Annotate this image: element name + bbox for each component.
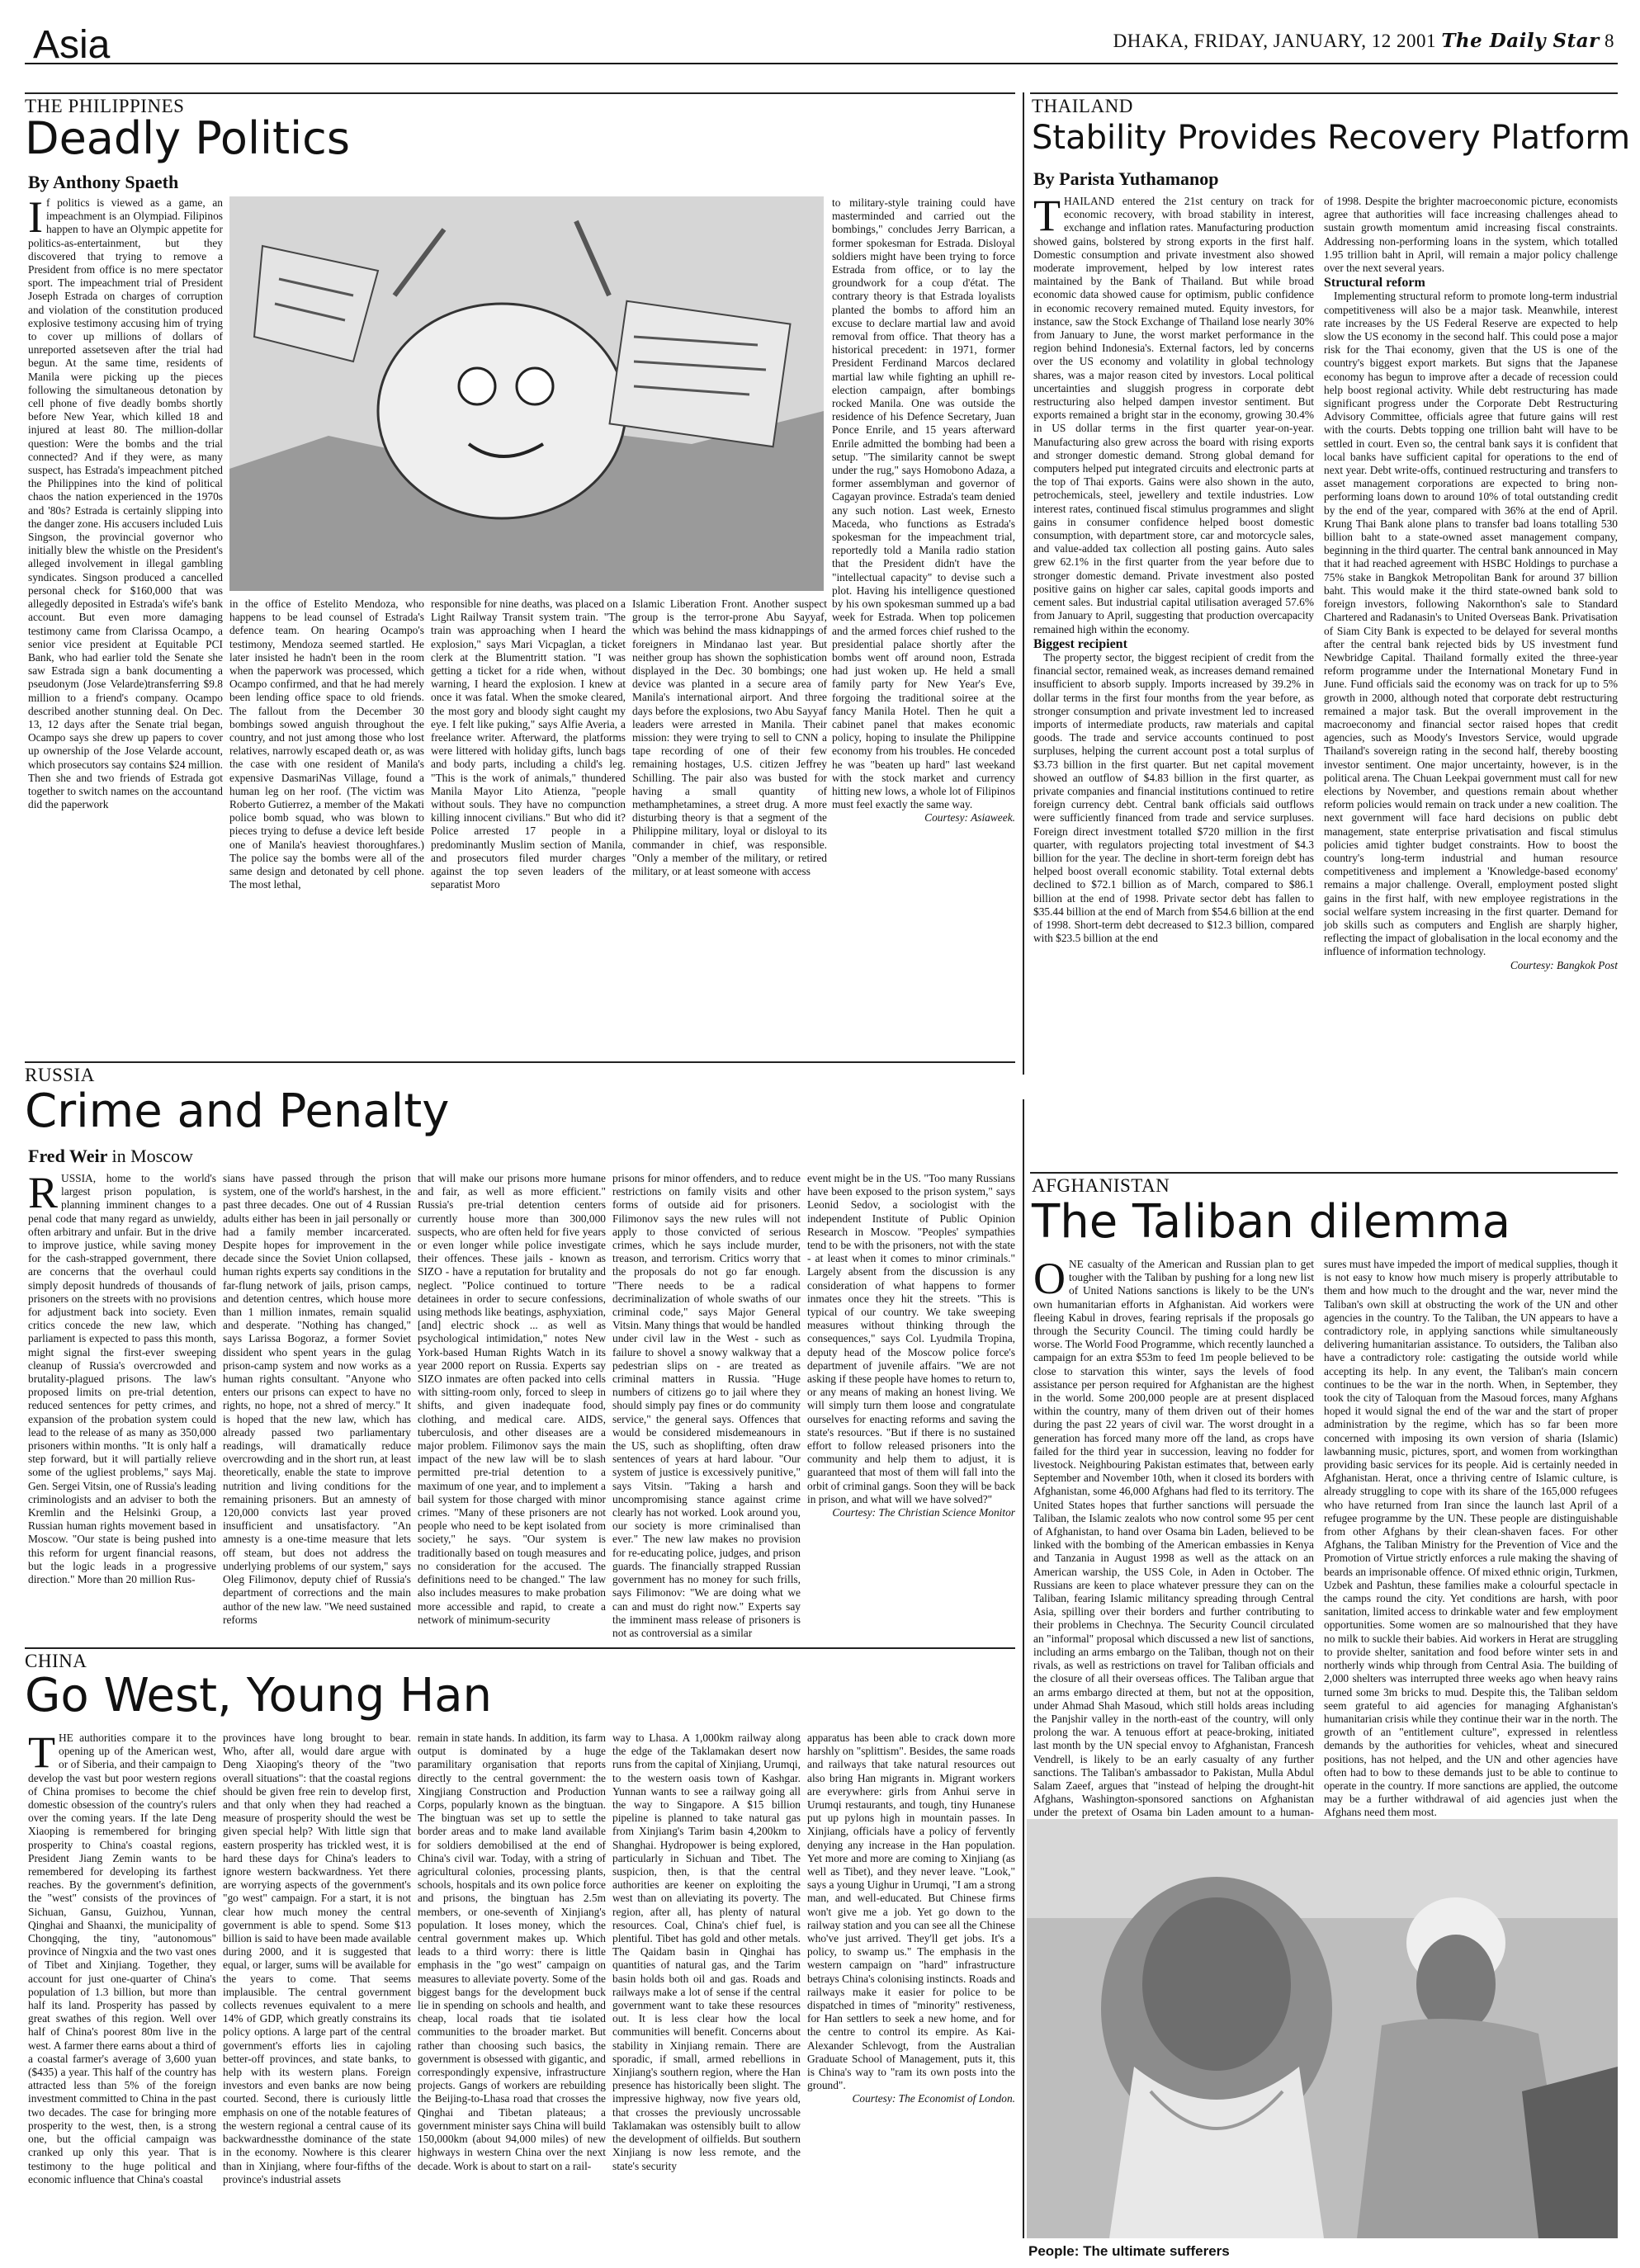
byline-russia-author: Fred Weir — [28, 1146, 107, 1166]
russia-column-4: prisons for minor offenders, and to reduce restrictions on family visits and other forms of outside aid for prisoners. Filimonov says the new rules will not apply to those convicted of serious crimes, which he says include murder, treason, and terrorism. Critics worry that the proposals do not go far enough. "There needs to be a radical decriminalization of whole swaths of our criminal code," says Major General Vitsin. Many things that would be handled under civil law in the West - such as failure to shovel a snowy walkway that a pedestrian slips on - are treated as criminal matters in Russia. "Huge numbers of citizens go to jail where they should simply pay fines or do community service," the general says. Offences that would be considered misdemeanours in the US, such as shoplifting, often draw sentences of years at hard labour. "Our system of justice is excessively punitive," says Vitsin. "Taking a harsh and uncompromising stance against crime clearly has not worked. Look around you, our society is more criminalised than ever." The new law makes no provision for re-educating police, judges, and prison guards. The financially strapped Russian government has no money for such frills, says Filimonov: "We are doing what we can and must do right now." Experts say the imminent mass release of prisoners is not as controversial as a similar — [612, 1172, 801, 1639]
dropcap-o: O — [1033, 1254, 1066, 1303]
china-column-2: provinces have long brought to bear. Who, after all, would dare argue with Deng Xiaoping's theory of the "two overall situations": that the coastal regions should be given free rein to develop first, and that only when they had reached a measure of prosperity should the west be given special help? With little sign that eastern prosperity has trickled west, it is hard these days for China's leaders to ignore western backwardness. Yet there are worrying aspects of the government's "go west" campaign. For a start, it is not clear how much money the central government is able to spend. Some $13 billion is said to have been made available during 2000, and it is suggested that equal, or larger, sums will be available for the years to come. That seems implausible. The central government collects revenues equivalent to a mere 14% of GDP, which greatly constrains its policy options. A large part of the central government's efforts lies in cajoling better-off provinces, and state banks, to help with its western plans. Foreign investors and even banks are now being courted. Second, there is curiously little emphasis on one of the notable features of the western regional a central cause of its backwardnessthe dominance of the state in the economy. Nowhere is this clearer than in Xinjiang, where four-fifths of the province's industrial assets — [223, 1732, 411, 2185]
kicker-philippines: THE PHILIPPINES — [25, 96, 185, 116]
kicker-russia: RUSSIA — [25, 1065, 95, 1085]
subhead-structural-reform: Structural reform — [1324, 276, 1425, 291]
byline-russia-place: in Moscow — [111, 1146, 193, 1166]
china-column-3: remain in state hands. In addition, its farm output is dominated by a huge paramilitary organisation that reports directly to the central government: the Xingjiang Construction and Production Corps, popularly known as the bingtuan. The bingtuan was set up to settle the border areas and to make land available for soldiers demobilised at the end of China's civil war. Today, with a string of agricultural colonies, processing plants, schools, hospitals and its own police force and prisons, the bingtuan has 2.5m members, or one-seventh of Xinjiang's population. It loses money, which the central government makes up. Which leads to a third worry: there is little emphasis in the "go west" campaign on measures to alleviate poverty. Some of the biggest bangs for the development buck lie in spending on schools and health, and cheap, local roads that tie isolated communities to the broader market. But rather than choosing such basics, the government is obsessed with gigantic, and correspondingly expensive, infrastructure projects. Gangs of workers are rebuilding the Beijing-to-Lhasa road that crosses the Qinghai and Tibetan plateaus; a government minister says China will build 150,000km (about 94,000 miles) of new highways in western China over the next decade. Work is about to start on a rail- — [418, 1732, 606, 2172]
section-rule — [25, 1647, 1015, 1649]
philippines-column-5: to military-style training could have masterminded and carried out the bombings," concludes Jerry Barrican, a former spokesman for Estrada. Disloyal soldiers might have been trying to force Estrada from office, or to lay the groundwork for a coup d'état. The contrary theory is that Estrada loyalists planted the bombs to afford him an excuse to declare martial law and avoid removal from office. That theory has a historical precedent: in 1971, former President Ferdinand Marcos declared martial law while fighting an uphill re-election campaign, after bombings rocked Manila. One was outside the residence of his Defence Secretary, Juan Ponce Enrile, and 15 years afterward Enrile admitted the bombing had been a setup. "The similarity cannot be swept under the rug," says Homobono Adaza, a former assemblyman and governor of Cagayan province. Estrada's team denied any such notion. Last week, Ernesto Maceda, who functions as Estrada's spokesman for the impeachment trial, reportedly told a Manila radio station that the President didn't have the "intellectual capacity" to devise such a plot. Having his intelligence questioned by his own spokesman summed up a bad week for Estrada. When top policemen and the armed forces chief rushed to the presidential palace shortly after the bombs went off around noon, Estrada had just woken up. He held a small family party for New Year's Eve, forgoing the traditional soiree at the fancy Manila Hotel. Then he quit a cabinet panel that makes economic policy, hoping to insulate the Philippine economy from his troubles. He conceded he was "beaten up hard" last weekand with the stock market and currency hitting new lows, a whole lot of Filipinos must feel exactly the same way. Courtesy: Asiaweek. — [832, 196, 1015, 825]
russia-column-3: that will make our prisons more humane and fair, as well as more efficient." Russia's pre-trial detention centers currently house more than 300,000 suspects, who are often held for five years or even longer while police investigate their offences. These jails - known as SIZO - have a reputation for brutality and neglect. "Police continued to torture detainees in order to secure confessions, using methods like beatings, asphyxiation, [and] electric shock ... as well as psychological intimidation," notes New York-based Human Rights Watch in its year 2000 report on Russia. Experts say SIZO inmates are often packed into cells with sitting-room only, forced to sleep in shifts, and given inadequate food, clothing, and medical care. AIDS, tuberculosis, and other diseases are a major problem. Filimonov says the main impact of the new law will be to slash permitted pre-trial detention to a maximum of one year, and to implement a bail system for those charged with minor crimes. "Many of these prisoners are not people who need to be kept isolated from society," he says. "Our system is traditionally based on tough measures and no consideration for the accused. The definitions need to be changed." The law also includes measures to make probation more accessible and rapid, to create a network of minimum-security — [418, 1172, 606, 1626]
china-column-5: apparatus has been able to crack down more harshly on "splittism". Besides, the same roads and railways that take natural resources out also bring Han migrants in. Migrant workers are everywhere: girls from Anhui serve in Urumqi restaurants, and tough, tiny Hunanese put up pylons high in mountain passes. In Xinjiang, officials have a policy of fervently denying any increase in the Han population. Yet more and more are coming to Xinjiang (as well as Tibet), and they never leave. "Look," says a young Uighur in Urumqi, "I am a strong man, and well-educated. But Chinese firms won't give me a job. Yet go down to the railway station and you can see all the Chinese who've just arrived. They'll get jobs. It's a policy, to swamp us." The emphasis in the western campaign on "hard" infrastructure betrays China's colonising instincts. Roads and railways make it easier for police to be dispatched in times of "minority" restiveness, for Han settlers to seek a new home, and for the centre to control its empire. As Kai-Alexander Schlevogt, from the Australian Graduate School of Management, puts it, this is China's way to "ram its own posts into the ground". Courtesy: The Economist of London. — [807, 1732, 1015, 2105]
section-rule — [25, 92, 1015, 94]
masthead-dateline — [1113, 30, 1614, 52]
page-masthead — [25, 23, 1618, 67]
newspaper-logo: The Daily Star — [1441, 30, 1600, 52]
section-rule — [1030, 92, 1618, 94]
thailand-column-2: of 1998. Despite the brighter macroeconomic picture, economists agree that authorities will face increasing challenges ahead to sustain growth momentum amid increasing fiscal constraints. Addressing non-performing loans in the system, which totalled 1.95 trillion baht in April, will remain a major policy challenge over the next several years. Structural reform Implementing structural reform to promote long-term industrial competitiveness will also be a major task. Meanwhile, interest rate increases by the US Federal Reserve are expected to help slow the US economy in the second half. This could pose a major risk for the Thai economy, given that the US is one of the country's biggest export markets. But signs that the Japanese economy has begun to improve after a decade of recession could help boost regional activity. While debt restructuring has made significant progress under the Corporate Debt Restructuring Advisory Committee, officials agree that future gains will rest with the courts. Debts topping one trillion baht will have to be settled in court. Even so, the central bank says it is confident that local banks have sufficient capital for operations to the end of next year. Debt write-offs, continued restructuring and transfers to asset management corporations are expected to bring non-performing loans down to around 10% of total outstanding credit by the end of the year, compared with 36% at the end of April. Krung Thai Bank alone plans to transfer bad loans totalling 530 billion baht to a state-owned asset management company, beginning in the third quarter. The central bank announced in May that it had reached agreement with HSBC Holdings to purchase a 75% stake in Bangkok Metropolitan Bank for around 37 billion baht. This would make it the third state-owned bank sold to foreign investors, following Nakornthon's sale to Standard Chartered and Radanasin's to United Overseas Bank. Privatisation of Siam City Bank is expected to be delayed for several months after the central bank rejected bids by US investment fund Newbridge Capital. Thailand formally exited the three-year reform programme under the International Monetary Fund in June. Fund officials said the economy was on track for up to 5% growth in 2000, although noted that corporate debt restructuring remained a major task. But the overall improvement in the macroeconomy and financial sector raised hopes that credit agencies, such as Moody's Investors Service, would upgrade Thailand's sovereign rating in the second half, thereby boosting investor sentiment. One major uncertainty, however, is in the political arena. The Chuan Leekpai government must call for new elections by November, and questions remain about whether reform policies would remain on track under a new coalition. The next government will face hard decisions on public debt management, state enterprise privatisation and fiscal stimulus policies amid tighter budget constraints. How to boost the country's long-term industrial and human resource competitiveness and implement a 'Knowledge-based economy' remains a major challenge. Overall, employment posted slight gains in the first half, with new employee registrations in the social welfare system increasing in the first quarter. Demand for job skills such as computers and English are sharply higher, reflecting the impact of globalisation in the local economy and the influence of information technology. Courtesy: Bangkok Post — [1324, 195, 1618, 971]
page-number: 8 — [1605, 31, 1614, 51]
credit-philippines: Courtesy: Asiaweek. — [924, 811, 1015, 825]
section-title: Asia — [33, 23, 111, 67]
refugees-photo-illustration — [1027, 1819, 1618, 2238]
headline-afghanistan: The Taliban dilemma — [1032, 1195, 1511, 1249]
subhead-biggest-recipient: Biggest recipient — [1033, 636, 1127, 651]
kicker-thailand: THAILAND — [1032, 96, 1133, 116]
dropcap-i: I — [28, 192, 43, 242]
effigy-illustration — [229, 196, 824, 591]
credit-china: Courtesy: The Economist of London. — [852, 2092, 1015, 2105]
russia-column-5: event might be in the US. "Too many Russians have been exposed to the prison system," says Leonid Sedov, a sociologist with the independent Institute of Public Opinion Research in Moscow. "Peoples' sympathies tend to be with the prisoners, not with the state - at least when it comes to minor criminals." Largely absent from the discussion is any consideration of what happens to former inmates once they hit the streets. "This is typical of our country. We take sweeping measures without thinking through the consequences," says Col. Lyudmila Tropina, deputy head of the Moscow police force's department of juvenile affairs. "We are not asking if these people have homes to return to, or any means of making an honest living. We will simply turn them loose and congratulate ourselves for enacting reforms and saving the state's resources. "But if there is no sustained effort to follow released prisoners into the community and help them to adjust, it is guaranteed that most of them will fall into the orbit of criminal gangs. Soon they will be back in prison, and what will we have solved?" Courtesy: The Christian Science Monitor — [807, 1172, 1015, 1519]
section-rule — [25, 1061, 1015, 1063]
russia-column-2: sians have passed through the prison system, one of the world's harshest, in the past three decades. One out of 4 Russian adults either has been in jail personally or had a family member incarcerated. Despite hopes for improvement in the decade since the Soviet Union collapsed, human rights experts say conditions in the far-flung network of jails, prison camps, and detention centres, which house more than 1 million inmates, remain squalid and desperate. "Nothing has changed," says Larissa Bogoraz, a former Soviet dissident who spent years in the gulag prison-camp system and now works as a human rights consultant. "Anyone who enters our prisons can expect to have no rights, no hope, not a shred of mercy." It is hoped that the new law, which has already passed two parliamentary readings, will dramatically reduce overcrowding and in the short run, at least theoretically, enable the state to improve nutrition and living conditions for the remaining prisoners. But an amnesty of 120,000 convicts last year proved insufficient and unsatisfactory. "An amnesty is a one-time measure that lets off steam, but does not address the underlying problems of our system," says Oleg Filimonov, deputy chief of Russia's department of corrections and the main author of the new law. "We need sustained reforms — [223, 1172, 411, 1626]
headline-china: Go West, Young Han — [25, 1669, 493, 1722]
photo-afghan-refugees — [1027, 1819, 1618, 2238]
column-divider-bottom — [1023, 1099, 1024, 2238]
dropcap-r: R — [28, 1168, 59, 1217]
afghanistan-column-2: sures must have impeded the import of medical supplies, though it is not easy to know how much misery is properly attributable to them and how much to the drought and the war, never mind the Taliban's own skill at obstructing the work of the UN and other agencies in the country. To the Taliban, the UN appears to have a contradictory role, in applying sanctions while simultaneously delivering humanitarian assistance. To outsiders, the Taliban also have a contradictory role: castigating the outside world while accepting its help. In any event, the Taliban's main concern continues to be the war in the north. When, in September, they took the city of Taloquan from the Masoud forces, many Afghans hoped it would signal the end of the war and the start of proper administration by the regime, which has so far been more concerned with imposing its own version of sharia (Islamic) lawbanning music, pictures, sport, and women from workingthan providing basic services for its people. Aid is certainly needed in Afghanistan. Herat, once a thriving centre of Islamic culture, is already struggling to cope with its share of the 165,000 refugees who have returned from Iran since the launch last April of a refugee programme by the UN. These people are distinguishable from other Afghans by their clean-shaven faces. For other Afghans, the Taliban Ministry for the Prevention of Vice and the Promotion of Virtue strictly enforces a rule making the shaving of beards an imprisonable offence. Of mixed ethnic origin, Turkmen, Uzbek and Pashtun, these families make a colourful spectacle in the camps round the city. Yet conditions are harsh, with poor sanitation, limited access to drinkable water and few employment opportunities. Some women are so malnourished that they have no milk to suckle their babies. Aid workers in Herat are struggling to provide shelter, sanitation and food before winter sets in and northerly winds whip through from Central Asia. The building of 2,000 shelters was interrupted three weeks ago when heavy rains turned some 3m bricks to mud. Despite this, the Taliban seldom seem grateful to aid agencies for managing Afghanistan's humanitarian crisis while they continue their war in the north. The growth of an "entitlement culture", expressed in relentless demands by the authorities for vehicles, wheat and sinecured positions, has not helped, and the UN and other agencies have often had to bow to these demands just to be able to continue to operate in the country. If more sanctions are applied, the outcome may be a further withdrawal of aid agencies just when the Afghans need them most. — [1324, 1258, 1618, 1812]
byline-philippines: By Anthony Spaeth — [28, 172, 179, 192]
philippines-column-4: Islamic Liberation Front. Another suspect group is the terror-prone Abu Sayyaf, which was behind the mass kidnappings of foreigners in Mindanao last year. But neither group has shown the sophistication displayed in the Dec. 30 bombings; one device was planted in a secure area of Manila's international airport. And three days before the explosions, two Abu Sayyaf leaders were arrested in Manila. Their mission: they were trying to sell to CNN a tape recording of one of their few remaining hostages, U.S. citizen Jeffrey Schilling. The pair also was busted for having a small quantity of methamphetamines, a street drug. A more disturbing theory is that a segment of the Philippine military, loyal or disloyal to its commander in chief, was responsible. "Only a member of the military, or retired military, or at least someone with access — [632, 598, 827, 878]
philippines-column-3: responsible for nine deaths, was placed on a Light Railway Transit system train. "The train was approaching when I heard the explosion," says Mari Vicpaglan, a ticket clerk at the Blumentritt station. "I was getting a ticket for a ride when, without warning, I heard the explosion. I knew at once it was fatal. When the smoke cleared, the most gory and bloody sight caught my eye. I felt like puking," says Alfie Averia, a freelance writer. Afterward, the platforms were littered with holiday gifts, lunch bags and body parts, including a child's leg. "This is the work of animals," thundered Manila Mayor Lito Atienza, "people without souls. They have no compunction killing innocent civilians." But who did it? Police arrested 17 people in a predominantly Muslim section of Manila, and prosecutors filed murder charges against the top seven leaders of the separatist Moro — [431, 598, 626, 891]
dropcap-t: T — [1033, 191, 1061, 240]
china-column-4: way to Lhasa. A 1,000km railway along the edge of the Taklamakan desert now runs from the capital of Xinjiang, Urumqi, to the western oasis town of Kashgar. Yunnan wants to see a railway going all the way to Singapore. A $15 billion pipeline is planned to take natural gas from Xinjiang's Tarim basin 4,200km to Shanghai. Hydropower is being explored, particularly in Sichuan and Tibet. The suspicion, then, is that the central authorities are keener on exploiting the west than on alleviating its poverty. The region, after all, has plenty of natural resources. Coal, China's chief fuel, is plentiful. Tibet has gold and other metals. The Qaidam basin in Qinghai has quantities of natural gas, and the Tarim basin holds both oil and gas. Roads and railways make a lot of sense if the central government want to take these resources out. It is less clear how the local communities will benefit. Concerns about stability in Xinjiang remain. There are sporadic, if small, armed rebellions in Xinjiang's southern region, where the Han presence has historically been slight. The impressive highway, now five years old, that crosses the previously uncrossable Taklamakan was ostensibly built to allow the development of oilfields. But southern Xinjiang is now less remote, and the state's security — [612, 1732, 801, 2172]
dateline-text: DHAKA, FRIDAY, JANUARY, 12 2001 — [1113, 31, 1437, 51]
credit-thailand: Courtesy: Bangkok Post — [1510, 958, 1618, 971]
headline-thailand: Stability Provides Recovery Platform — [1032, 119, 1631, 157]
dropcap-t: T — [28, 1727, 55, 1777]
photo-protest-effigy — [229, 196, 824, 591]
section-rule — [1030, 1172, 1618, 1174]
philippines-column-2: in the office of Estelito Mendoza, who happens to be lead counsel of Estrada's defence team. On hearing Ocampo's testimony, Mendoza seemed startled. He later insisted he hadn't been in the room when the paperwork was processed, which Ocampo confirmed, and that he had merely been lending office space to old friends. The fallout from the December 30 bombings sowed anguish throughout the country, and not just among those who lost relatives, narrowly escaped death or, as was the case with one resident of Manila's expensive DasmariNas Village, found a human leg on her roof. (The victim was Roberto Gutierrez, a member of the Makati police bomb squad, who was blown to pieces trying to defuse a device left beside one of Manila's heaviest thoroughfares.) The police say the bombs were all of the same design and detonated by cell phone. The most lethal, — [229, 598, 424, 891]
afghanistan-column-1: ONE casualty of the American and Russian plan to get tougher with the Taliban by pushing for a long new list of United Nations sanctions is likely to be the UN's own humanitarian efforts in Afghanistan. Aid workers were fleeing Kabul in droves, fearing reprisals if the proposals go through the Security Council. The timing could hardly be worse. The World Food Programme, which recently launched a campaign for an extra $53m to feed 1m people believed to be close to starvation this winter, says the levels of food assistance per person required for Afghanistan are the highest in the world. Some 200,000 people are at present displaced within the country, many of them driven out of their homes during the past 22 years of civil war. The worst drought in a generation has forced many more off the land, as crops have failed for the third year in succession, leaving no fodder for livestock. Neighbouring Pakistan estimates that, between early September and November 10th, when it closed its borders with Afghanistan, some 46,000 Afghans had fled to its territory. The United States hopes that further sanctions will persuade the Taliban, the Islamic zealots who now control some 95 per cent of Afghanistan, to hand over Osama bin Laden, believed to be linked with the bombing of the American embassies in Kenya and Tanzania in August 1998 as well as the attack on an American warship, the USS Cole, in Aden in October. The Russians are keen to place whatever pressure they can on the Taliban, fearing Islamic militancy spreading through Central Asia, spilling over their borders and further contributing to their problems in Chechnya. The Security Council circulated an "informal" proposal which discussed a new list of sanctions, including an arms embargo on the Taliban, though not on their rivals, as well as restrictions on travel for Taliban officials and the closure of all their overseas offices. The Taliban argue that an arms embargo directed at them, but not at the opposition, under Ahmad Shah Masoud, which still holds areas including the Panjshir valley in the north-east of the country, will only prolong the war. A tenuous effort at peace-broking, initiated last month by the UN special envoy to Afghanistan, Francesh Vendrell, is likely to be an early casualty of any further sanctions. The Taliban's ambassador to Pakistan, Mulla Abdul Salam Zaeef, argues that "instead of helping the drought-hit Afghans, Washington-sponsored sanctions on Afghanistan under the pretext of Osama bin Laden amount to a human- — [1033, 1254, 1314, 1819]
kicker-afghanistan: AFGHANISTAN — [1032, 1175, 1170, 1196]
column-divider-top — [1023, 92, 1024, 1075]
headline-russia: Crime and Penalty — [25, 1084, 450, 1138]
photo-caption: People: The ultimate sufferers — [1028, 2243, 1230, 2259]
russia-column-1: RUSSIA, home to the world's largest prison population, is planning imminent changes to a penal code that many regard as unwieldy, often arbitrary and unfair. But in the drive to improve justice, while saving money for the cash-strapped government, there are concerns that the overhaul could simply deposit hundreds of thousands of prisoners on the streets with no provisions for adjustment back into society. Even critics concede the new law, which parliament is expected to pass this month, might signal the first-ever sweeping cleanup of Russia's overcrowded and brutality-plagued prisons. The law's proposed limits on pre-trial detention, reduced sentences for petty crimes, and expansion of the probation system could lead to the release of as many as 350,000 prisoners within months. "It is only half a step forward, but it will partially relieve some of the ugliest problems," says Maj. Gen. Sergei Vitsin, one of Russia's leading criminologists and an adviser to both the Kremlin and the Helsinki Group, a Russian human rights movement based in Moscow. "Our state is being pushed into this reform for urgent financial reasons, but the logic leads in a progressive direction." More than 20 million Rus- — [28, 1168, 216, 1586]
philippines-column-1: If politics is viewed as a game, an impeachment is an Olympiad. Filipinos happen to have an Olympic appetite for politics-as-entertainment, but they discovered that trying to remove a President from office is no mere spectator sport. The impeachment trial of President Joseph Estrada on charges of corruption and violation of the constitution produced explosive testimony accusing him of trying to cover up millions of dollars of unreported assetseven after the trial had begun. At the same time, residents of Manila were picking up the pieces following the simultaneous detonation by cell phone of five deadly bombs shortly before New Year, which killed 18 and injured at least 80. The million-dollar question: Were the bombs and the trial connected? And if they were, as many suspect, has Estrada's impeachment pitched the Philippines into the kind of political chaos the nation experienced in the 1970s and '80s? Estrada is certainly slipping into the danger zone. His accusers included Luis Singson, the provincial governor who initially blew the whistle on the President's alleged involvement in illegal gambling syndicates. Singson produced a cancelled personal check for $160,000 that was allegedly deposited in Estrada's wife's bank account. But even more damaging testimony came from Clarissa Ocampo, a senior vice president at Equitable PCI Bank, who had earlier told the Senate she saw Estrada sign a bank documenting a pseudonym (Jose Velarde)transferring $9.8 million to a friend's company. Ocampo described another stunning deal. On Dec. 13, 12 days after the Senate trial began, Ocampo says she drew up papers to cover up ownership of the Jose Velarde account, which prosecutors say contains $24 million. Then she and two friends of Estrada got together to switch names on the accountand did the paperwork — [28, 192, 223, 811]
byline-thailand: By Parista Yuthamanop — [1033, 168, 1219, 189]
headline-philippines: Deadly Politics — [25, 112, 350, 164]
thailand-column-1: THAILAND entered the 21st century on track for economic recovery, with broad stability in interest, exchange and inflation rates. Manufacturing production showed gains, bolstered by strong exports in the first half. Domestic consumption and private investment also showed moderate improvement, helped by low interest rates maintained by the Bank of Thailand. But while broad economic data showed cause for optimism, public confidence in economic recovery remained muted. Equity investors, for instance, saw the Stock Exchange of Thailand lose nearly 30% from January to June, the worst market performance in the region behind Indonesia's. External factors, led by concerns over the US economy and volatility in global technology shares, was a major reason cited by investors. Local political uncertainties and sluggish progress in corporate debt restructuring also helped dampen investor sentiment. But exports remained a bright star in the economy, growing 30.4% in US dollar terms in the first quarter year-on-year. Manufacturing also grew across the board with rising exports and stronger domestic demand. Strong global demand for computers helped put integrated circuits and electronic parts at the top of Thai exports. Gains were also shown in the auto, petrochemicals, steel, jewellery and textile industries. Low interest rates, continued fiscal stimulus programmes and slight gains in consumer confidence helped boost domestic consumption, with department store, car and motorcycle sales, and value-added tax collection all posting gains. Auto sales grew 62.1% in the first quarter from the year before due to stronger domestic demand. Private investment also posted positive gains on higher car sales, capital goods imports and cement sales. But industrial capital utilisation averaged 57.6% from January to April, suggesting that production overcapacity remained high within the economy. Biggest recipient The property sector, the biggest recipient of credit from the financial sector, remained weak, as increases demand remained insufficient to absorb supply. Imports increased by 39.2% in dollar terms in the first four months from the year before, as stronger consumption and private investment led to increased imports of intermediate products, raw materials and capital goods. The trade and service accounts continued to post surpluses, helping the current account post a total surplus of $3.73 billion in the first quarter. But net capital movement showed an outflow of $4.83 billion in the first quarter, as private companies and financial institutions continued to retire foreign currency debt. Central bank officials said outflows were sufficiently financed from trade and service surpluses. Foreign direct investment totalled $720 million in the first quarter, with regulators projecting total investment of $4.3 billion for the year. The decline in short-term foreign debt has helped boost overall economic stability. Total external debts declined to $72.1 billion as of March, compared to $86.1 billion at the end of 1998. Private sector debt has fallen to $35.44 billion at the end of March from $54.6 billion at the end of 1998. Short-term debt decreased to $12.3 billion, compared with $23.5 billion at the end — [1033, 191, 1314, 945]
china-column-1: THE authorities compare it to the opening up of the American west, or of Siberia, and their campaign to develop the vast but poor western regions of China promises to become the chief domestic obsession of the country's rulers over the coming years. If the late Deng Xiaoping is remembered for bringing prosperity to China's coastal regions, President Jiang Zemin wants to be remembered for developing its farthest reaches. By the government's definition, the "west" consists of the provinces of Sichuan, Gansu, Guizhou, Yunnan, Qinghai and Shaanxi, the municipality of Chongqing, the tiny, "autonomous" province of Ningxia and the two vast ones of Tibet and Xinjiang. Together, they account for just one-quarter of China's population of 1.3 billion, but more than half its land. Prosperity has passed by great swathes of this region. Well over half of China's poorest 80m live in the west. A farmer there earns about a third of a coastal farmer's average of 3,600 yuan ($435) a year. This half of the country has attracted less than 5% of the foreign investment committed to China in the past two decades. The case for bringing more prosperity to the west, then, is a strong one, but the official campaign was cranked up only this year. That is testimony to the huge political and economic influence that China's coastal — [28, 1727, 216, 2185]
credit-russia: Courtesy: The Christian Science Monitor — [832, 1506, 1015, 1519]
kicker-china: CHINA — [25, 1651, 87, 1671]
byline-russia — [28, 1146, 193, 1167]
